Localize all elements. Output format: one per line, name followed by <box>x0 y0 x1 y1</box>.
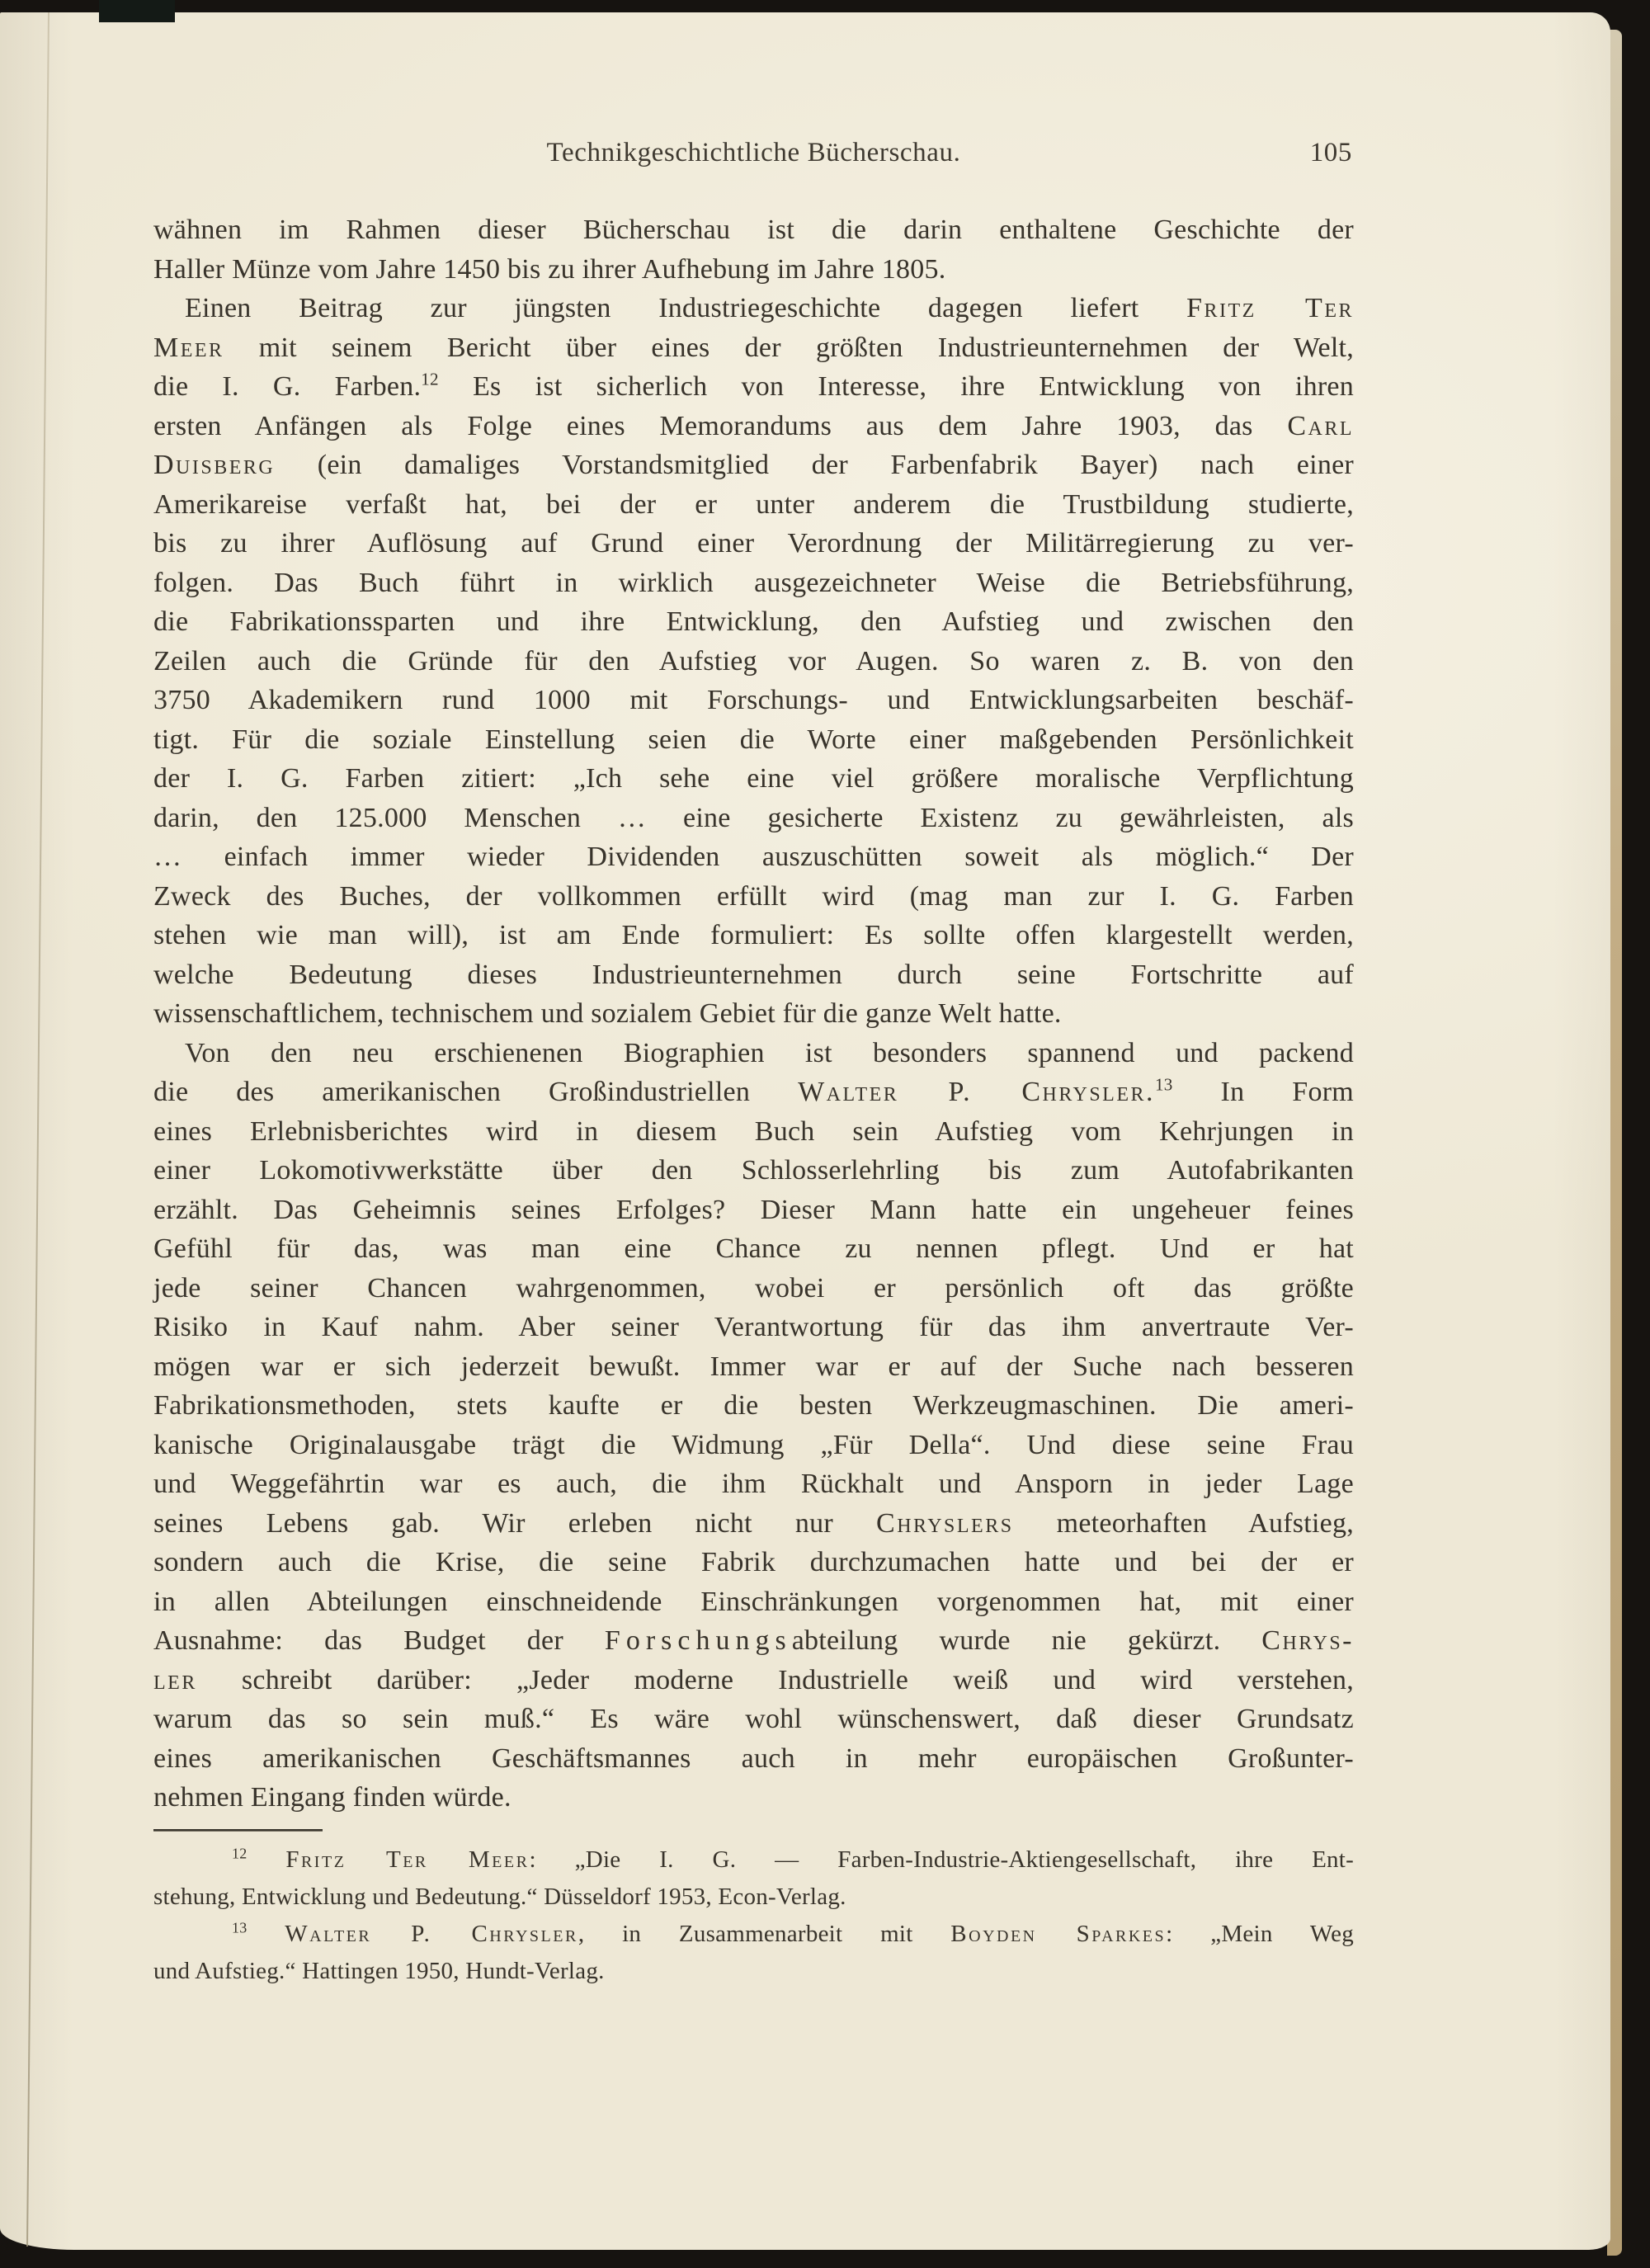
text-line: Risiko in Kauf nahm. Aber seiner Verantwortung für das ihm anvertraute Ver- <box>153 1312 1354 1342</box>
gutter-crease <box>26 12 50 2247</box>
text-line: Haller Münze vom Jahre 1450 bis zu ihrer Aufhebung im Jahre 1805. <box>153 253 946 285</box>
text-line: warum das so sein muß.“ Es wäre wohl wünschenswert, daß dieser Grundsatz <box>153 1704 1354 1734</box>
text-line: tigt. Für die soziale Einstellung seien die Worte einer maßgebenden Persönlichkeit <box>153 724 1354 755</box>
body-text <box>153 210 1354 1818</box>
text-line: der I. G. Farben zitiert: „Ich sehe eine viel größere moralische Verpflichtung <box>153 763 1354 794</box>
text-line: $^{13}$ Walter P. Chrysler, in Zusammenarbeit mit Boyden Sparkes: „Mein Weg <box>232 1918 1355 1947</box>
text-line: Amerikareise verfaßt hat, bei der er unter anderem die Trustbildung studierte, <box>153 488 1354 520</box>
text-line: in allen Abteilungen einschneidende Einschränkungen vorgenommen hat, mit einer <box>153 1586 1354 1617</box>
text-line: darin, den 125.000 Menschen … eine gesicherte Existenz zu gewährleisten, als <box>153 802 1354 833</box>
text-line: wissenschaftlichem, technischem und sozialem Gebiet für die ganze Welt hatte. <box>153 998 1062 1029</box>
text-line: kanische Originalausgabe trägt die Widmung „Für Della“. Und diese seine Frau <box>153 1429 1354 1460</box>
text-line: seines Lebens gab. Wir erleben nicht nur Chryslers meteorhaften Aufstieg, <box>153 1507 1355 1539</box>
text-line: Meer mit seinem Bericht über eines der größten Industrieunternehmen der Welt, <box>153 332 1354 363</box>
text-line: ler schreibt darüber: „Jeder moderne Industrielle weiß und wird verstehen, <box>153 1664 1354 1695</box>
text-line: $^{12}$ Fritz Ter Meer: „Die I. G. — Farben-Industrie-Aktiengesellschaft, ihre Ent- <box>232 1844 1354 1873</box>
text-line: Ausnahme: das Budget der Forschungsabteilung wurde nie gekürzt. Chrys- <box>153 1625 1354 1656</box>
running-title: Technikgeschichtliche Bücherschau. <box>546 138 961 167</box>
text-line: jede seiner Chancen wahrgenommen, wobei er persönlich oft das größte <box>153 1272 1354 1304</box>
page-number: 105 <box>1309 138 1352 167</box>
text-line: … einfach immer wieder Dividenden auszuschütten soweit als möglich.“ Der <box>153 842 1354 872</box>
text-line: und Weggefährtin war es auch, die ihm Rückhalt und Ansporn in jeder Lage <box>153 1469 1354 1499</box>
text-line: mögen war er sich jederzeit bewußt. Immer war er auf der Suche nach besseren <box>153 1351 1354 1382</box>
page-header <box>153 138 1354 168</box>
text-line: die I. G. Farben.$^{12}$ Es ist sicherlich von Interesse, ihre Entwicklung von ihren <box>153 369 1354 402</box>
text-line: die des amerikanischen Großindustriellen Walter P. Chrysler.$^{13}$ In Form <box>153 1074 1354 1107</box>
footnote <box>153 1916 1354 1990</box>
text-line: Zeilen auch die Gründe für den Aufstieg vor Augen. So waren z. B. von den <box>153 645 1354 677</box>
footnotes <box>153 1841 1354 1990</box>
text-line: Zweck des Buches, der vollkommen erfüllt wird (mag man zur I. G. Farben <box>153 880 1354 912</box>
text-line: Von den neu erschienenen Biographien ist besonders spannend und packend <box>185 1037 1354 1068</box>
paragraph <box>153 210 1354 289</box>
text-line: Fabrikationsmethoden, stets kaufte er die besten Werkzeugmaschinen. Die ameri- <box>153 1390 1354 1421</box>
text-line: stehen wie man will), ist am Ende formuliert: Es sollte offen klargestellt werden, <box>153 920 1354 950</box>
text-line: Einen Beitrag zur jüngsten Industriegeschichte dagegen liefert Fritz Ter <box>185 293 1354 323</box>
binder-tab <box>99 0 175 22</box>
text-line: wähnen im Rahmen dieser Bücherschau ist die darin enthaltene Geschichte der <box>153 215 1354 245</box>
book-page <box>0 12 1610 2250</box>
text-line: stehung, Entwicklung und Bedeutung.“ Düsseldorf 1953, Econ-Verlag. <box>153 1883 846 1910</box>
text-line: einer Lokomotivwerkstätte über den Schlosserlehrling bis zum Autofabrikanten <box>153 1155 1354 1186</box>
text-line: folgen. Das Buch führt in wirklich ausgezeichneter Weise die Betriebsführung, <box>153 567 1354 598</box>
text-line: 3750 Akademikern rund 1000 mit Forschungs- und Entwicklungsarbeiten beschäf- <box>153 685 1354 715</box>
text-line: eines amerikanischen Geschäftsmannes auch in mehr europäischen Großunter- <box>153 1742 1354 1774</box>
text-block <box>153 210 1354 1990</box>
text-line: welche Bedeutung dieses Industrieunternehmen durch seine Fortschritte auf <box>153 959 1354 990</box>
text-line: und Aufstieg.“ Hattingen 1950, Hundt-Verlag. <box>153 1957 605 1984</box>
text-line: bis zu ihrer Auflösung auf Grund einer Verordnung der Militärregierung zu ver- <box>153 528 1354 559</box>
text-line: sondern auch die Krise, die seine Fabrik durchzumachen hatte und bei der er <box>153 1547 1354 1577</box>
footnote-rule <box>153 1829 323 1832</box>
text-line: Gefühl für das, was man eine Chance zu nennen pflegt. Und er hat <box>153 1233 1354 1264</box>
text-line: ersten Anfängen als Folge eines Memorandums aus dem Jahre 1903, das Carl <box>153 410 1354 441</box>
text-line: erzählt. Das Geheimnis seines Erfolges? Dieser Mann hatte ein ungeheuer feines <box>153 1194 1354 1225</box>
footnote <box>153 1841 1354 1916</box>
text-line: nehmen Eingang finden würde. <box>153 1782 512 1813</box>
text-line: die Fabrikationssparten und ihre Entwicklung, den Aufstieg und zwischen den <box>153 606 1354 637</box>
paragraph <box>153 1034 1354 1818</box>
text-line: eines Erlebnisberichtes wird in diesem Buch sein Aufstieg vom Kehrjungen in <box>153 1115 1354 1147</box>
paragraph <box>153 289 1354 1034</box>
text-line: Duisberg (ein damaliges Vorstandsmitglied der Farbenfabrik Bayer) nach einer <box>153 450 1354 480</box>
